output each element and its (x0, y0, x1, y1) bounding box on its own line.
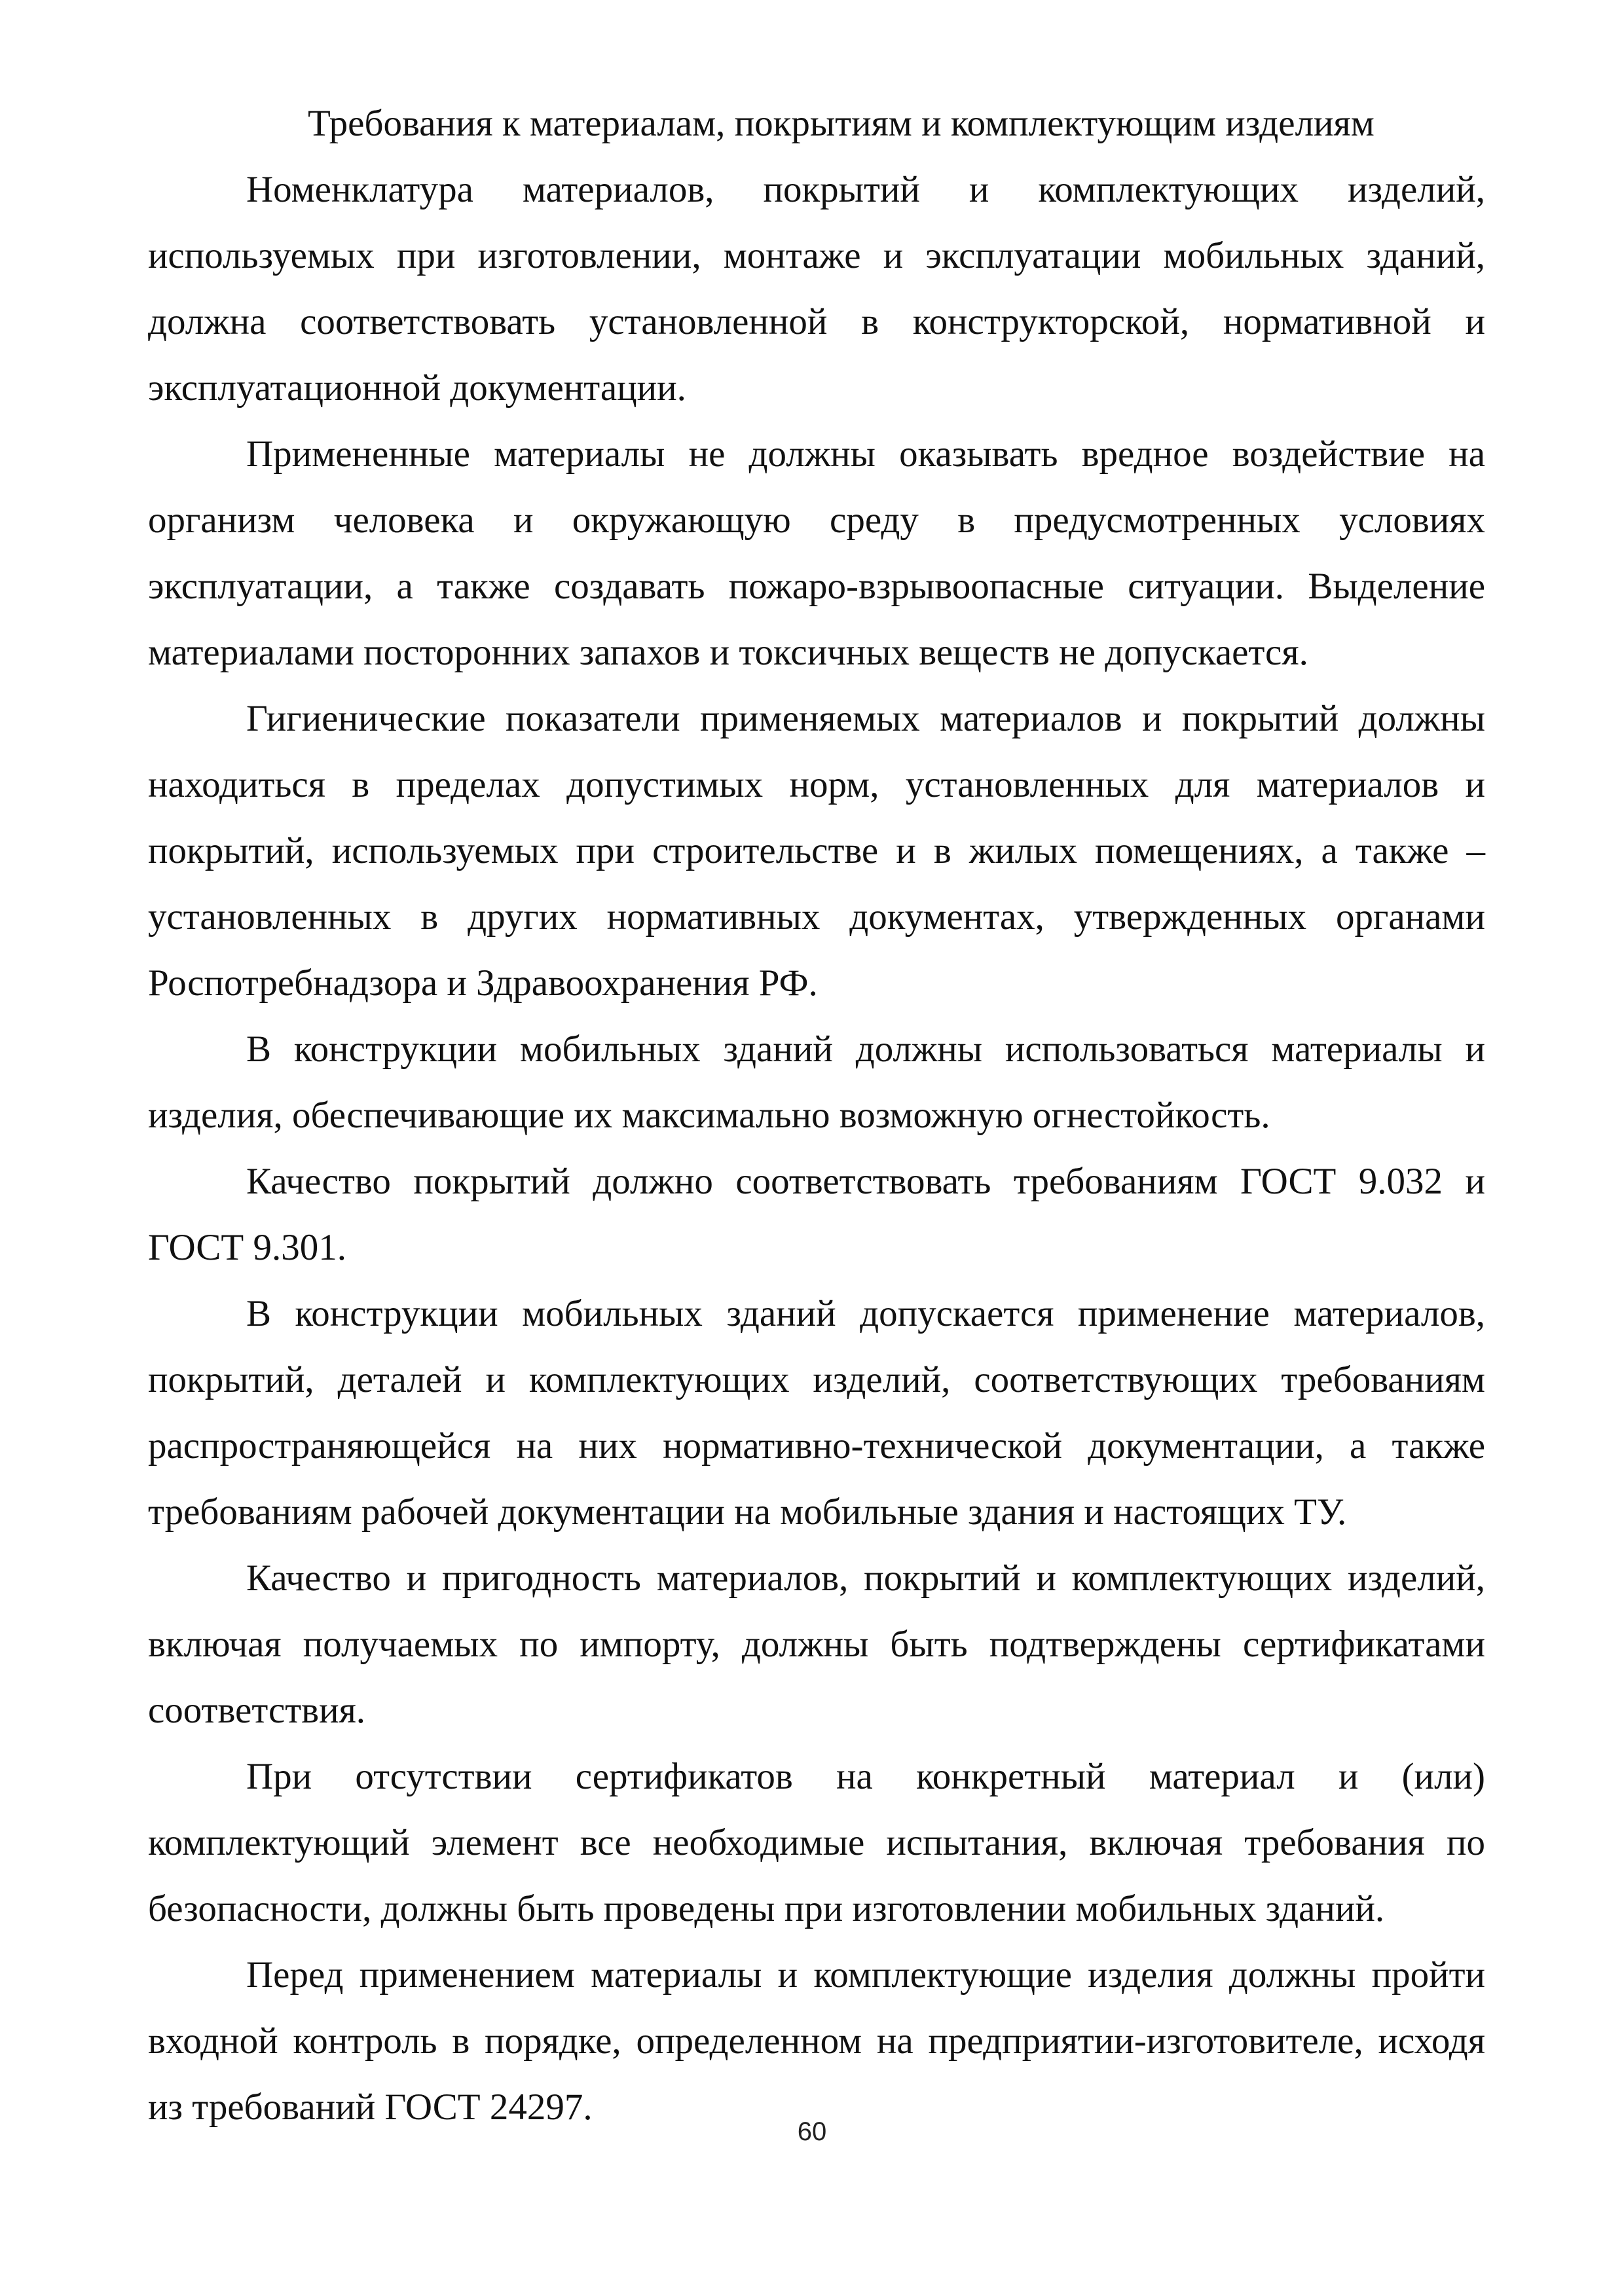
section-heading: Требования к материалам, покрытиям и комплектующим изделиям (308, 103, 1375, 144)
paragraph-certificates: Качество и пригодность материалов, покрытий и комплектующих изделий, включая получаемых по импорту, должны быть подтверждены сертификатами соответствия. (148, 1558, 1485, 1731)
paragraph-allowed-materials: В конструкции мобильных зданий допускается применение материалов, покрытий, деталей и комплектующих изделий, соответствующих требованиям распространяющейся на них нормативно-технической документации, а также требованиям рабочей документации на мобильные здания и настоящих ТУ. (148, 1293, 1485, 1533)
paragraph-hygiene-indicators: Гигиенические показатели применяемых материалов и покрытий должны находиться в пределах допустимых норм, установленных для материалов и покрытий, используемых при строительстве и в жилых помещениях, а также – установленных в других нормативных документах, утвержденных органами Роспотребнадзора и Здравоохранения РФ. (148, 698, 1485, 1004)
paragraph-nomenclature: Номенклатура материалов, покрытий и комплектующих изделий, используемых при изготовлении, монтаже и эксплуатации мобильных зданий, должна соответствовать установленной в конструкторской, нормативной и эксплуатационной документации. (148, 169, 1485, 409)
page-number: 60 (797, 2117, 827, 2146)
paragraph-fire-resistance: В конструкции мобильных зданий должны использоваться материалы и изделия, обеспечивающие их максимально возможную огнестойкость. (148, 1029, 1485, 1136)
paragraph-harmful-effects: Примененные материалы не должны оказывать вредное воздействие на организм человека и окружающую среду в предусмотренных условиях эксплуатации, а также создавать пожаро-взрывоопасные ситуации. Выделение материалами посторонних запахов и токсичных веществ не допускается. (148, 433, 1485, 673)
document-body (148, 90, 1485, 2140)
paragraph-testing: При отсутствии сертификатов на конкретный материал и (или) комплектующий элемент все необходимые испытания, включая требования по безопасности, должны быть проведены при изготовлении мобильных зданий. (148, 1756, 1485, 1929)
paragraph-incoming-control: Перед применением материалы и комплектующие изделия должны пройти входной контроль в порядке, определенном на предприятии-изготовителе, исходя из требований ГОСТ 24297. (148, 1954, 1485, 2128)
paragraph-coating-quality: Качество покрытий должно соответствовать требованиям ГОСТ 9.032 и ГОСТ 9.301. (148, 1161, 1485, 1268)
